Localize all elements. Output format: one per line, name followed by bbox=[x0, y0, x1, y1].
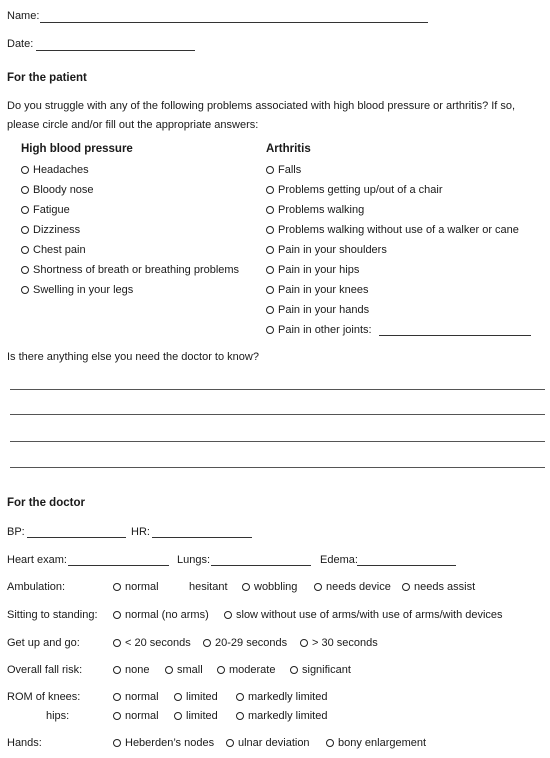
arthritis-option-hips[interactable]: Pain in your hips bbox=[266, 264, 359, 276]
rom-hips-label: hips: bbox=[46, 710, 70, 722]
radio-circle-icon bbox=[21, 286, 29, 294]
bp-field-label: BP: bbox=[7, 526, 25, 538]
bp-option-dizziness[interactable]: Dizziness bbox=[21, 224, 80, 236]
rom-knees-option-normal[interactable]: normal bbox=[113, 691, 159, 703]
date-field[interactable] bbox=[36, 50, 195, 51]
notes-line-4[interactable] bbox=[10, 467, 545, 468]
other-joints-field[interactable] bbox=[379, 335, 531, 336]
heart-exam-label: Heart exam: bbox=[7, 554, 67, 566]
arthritis-option-knees[interactable]: Pain in your knees bbox=[266, 284, 369, 296]
radio-circle-icon bbox=[21, 266, 29, 274]
arthritis-option-hands[interactable]: Pain in your hands bbox=[266, 304, 369, 316]
arthritis-option-walking[interactable]: Problems walking bbox=[266, 204, 364, 216]
fallrisk-option-significant[interactable]: significant bbox=[290, 664, 351, 676]
radio-circle-icon bbox=[226, 739, 234, 747]
bp-option-fatigue[interactable]: Fatigue bbox=[21, 204, 70, 216]
radio-circle-icon bbox=[174, 712, 182, 720]
rom-knees-option-markedly-limited[interactable]: markedly limited bbox=[236, 691, 327, 703]
radio-circle-icon bbox=[113, 712, 121, 720]
bp-option-shortness-of-breath[interactable]: Shortness of breath or breathing problems bbox=[21, 264, 239, 276]
radio-circle-icon bbox=[174, 693, 182, 701]
notes-line-3[interactable] bbox=[10, 441, 545, 442]
sitting-option-slow[interactable]: slow without use of arms/with use of arms/with devices bbox=[224, 609, 503, 621]
date-label: Date: bbox=[7, 38, 34, 50]
bp-field[interactable] bbox=[27, 537, 126, 538]
lungs-label: Lungs: bbox=[177, 554, 211, 566]
notes-line-1[interactable] bbox=[10, 389, 545, 390]
hr-field-label: HR: bbox=[131, 526, 150, 538]
bp-heading: High blood pressure bbox=[21, 143, 133, 155]
radio-circle-icon bbox=[266, 186, 274, 194]
anything-else-question: Is there anything else you need the doctor to know? bbox=[7, 351, 259, 363]
fall-risk-label: Overall fall risk: bbox=[7, 664, 83, 676]
fallrisk-option-none[interactable]: none bbox=[113, 664, 149, 676]
radio-circle-icon bbox=[266, 266, 274, 274]
radio-circle-icon bbox=[266, 206, 274, 214]
getup-option-20-29[interactable]: 20-29 seconds bbox=[203, 637, 287, 649]
name-label: Name: bbox=[7, 10, 40, 22]
fallrisk-option-moderate[interactable]: moderate bbox=[217, 664, 275, 676]
rom-hips-option-markedly-limited[interactable]: markedly limited bbox=[236, 710, 327, 722]
bp-option-bloody-nose[interactable]: Bloody nose bbox=[21, 184, 94, 196]
radio-circle-icon bbox=[266, 166, 274, 174]
notes-line-2[interactable] bbox=[10, 414, 545, 415]
getup-option-under-20[interactable]: < 20 seconds bbox=[113, 637, 191, 649]
arthritis-option-shoulders[interactable]: Pain in your shoulders bbox=[266, 244, 387, 256]
rom-knees-label: ROM of knees: bbox=[7, 691, 81, 703]
radio-circle-icon bbox=[236, 712, 244, 720]
ambulation-option-hesitant[interactable]: hesitant bbox=[189, 581, 228, 593]
bp-option-headaches[interactable]: Headaches bbox=[21, 164, 89, 176]
rom-knees-option-limited[interactable]: limited bbox=[174, 691, 218, 703]
radio-circle-icon bbox=[113, 666, 121, 674]
radio-circle-icon bbox=[113, 693, 121, 701]
radio-circle-icon bbox=[266, 246, 274, 254]
radio-circle-icon bbox=[236, 693, 244, 701]
radio-circle-icon bbox=[326, 739, 334, 747]
radio-circle-icon bbox=[266, 326, 274, 334]
radio-circle-icon bbox=[21, 226, 29, 234]
hands-label: Hands: bbox=[7, 737, 42, 749]
hr-field[interactable] bbox=[152, 537, 252, 538]
radio-circle-icon bbox=[21, 166, 29, 174]
arthritis-option-falls[interactable]: Falls bbox=[266, 164, 301, 176]
bp-option-swelling-legs[interactable]: Swelling in your legs bbox=[21, 284, 133, 296]
radio-circle-icon bbox=[290, 666, 298, 674]
arthritis-heading: Arthritis bbox=[266, 143, 311, 155]
heart-exam-field[interactable] bbox=[68, 565, 169, 566]
radio-circle-icon bbox=[300, 639, 308, 647]
edema-field[interactable] bbox=[357, 565, 456, 566]
hands-option-ulnar-deviation[interactable]: ulnar deviation bbox=[226, 737, 310, 749]
radio-circle-icon bbox=[266, 226, 274, 234]
sitting-to-standing-label: Sitting to standing: bbox=[7, 609, 98, 621]
hands-option-heberdens-nodes[interactable]: Heberden’s nodes bbox=[113, 737, 214, 749]
ambulation-option-needs-device[interactable]: needs device bbox=[314, 581, 391, 593]
arthritis-option-walking-without-aid[interactable]: Problems walking without use of a walker or cane bbox=[266, 224, 519, 236]
doctor-section-heading: For the doctor bbox=[7, 497, 85, 509]
radio-circle-icon bbox=[242, 583, 250, 591]
ambulation-option-normal[interactable]: normal bbox=[113, 581, 159, 593]
ambulation-option-wobbling[interactable]: wobbling bbox=[242, 581, 297, 593]
ambulation-option-needs-assist[interactable]: needs assist bbox=[402, 581, 475, 593]
patient-intro-text: Do you struggle with any of the following problems associated with high blood pressure or arthritis? If so, please circle and/or fill out the appropriate answers: bbox=[7, 100, 516, 131]
radio-circle-icon bbox=[21, 246, 29, 254]
rom-hips-option-limited[interactable]: limited bbox=[174, 710, 218, 722]
getup-option-over-30[interactable]: > 30 seconds bbox=[300, 637, 378, 649]
radio-circle-icon bbox=[165, 666, 173, 674]
radio-circle-icon bbox=[21, 186, 29, 194]
radio-circle-icon bbox=[113, 611, 121, 619]
radio-circle-icon bbox=[266, 306, 274, 314]
lungs-field[interactable] bbox=[211, 565, 311, 566]
fallrisk-option-small[interactable]: small bbox=[165, 664, 203, 676]
radio-circle-icon bbox=[21, 206, 29, 214]
patient-section-heading: For the patient bbox=[7, 72, 87, 84]
arthritis-option-getting-up[interactable]: Problems getting up/out of a chair bbox=[266, 184, 442, 196]
radio-circle-icon bbox=[217, 666, 225, 674]
radio-circle-icon bbox=[314, 583, 322, 591]
radio-circle-icon bbox=[203, 639, 211, 647]
name-field[interactable] bbox=[40, 22, 428, 23]
sitting-option-normal[interactable]: normal (no arms) bbox=[113, 609, 209, 621]
rom-hips-option-normal[interactable]: normal bbox=[113, 710, 159, 722]
get-up-and-go-label: Get up and go: bbox=[7, 637, 80, 649]
radio-circle-icon bbox=[402, 583, 410, 591]
hands-option-bony-enlargement[interactable]: bony enlargement bbox=[326, 737, 426, 749]
ambulation-label: Ambulation: bbox=[7, 581, 66, 593]
bp-option-chest-pain[interactable]: Chest pain bbox=[21, 244, 86, 256]
radio-circle-icon bbox=[266, 286, 274, 294]
radio-circle-icon bbox=[113, 639, 121, 647]
radio-circle-icon bbox=[224, 611, 232, 619]
radio-circle-icon bbox=[113, 739, 121, 747]
radio-circle-icon bbox=[113, 583, 121, 591]
arthritis-option-other-joints[interactable]: Pain in other joints: bbox=[266, 324, 372, 336]
edema-label: Edema: bbox=[320, 554, 358, 566]
